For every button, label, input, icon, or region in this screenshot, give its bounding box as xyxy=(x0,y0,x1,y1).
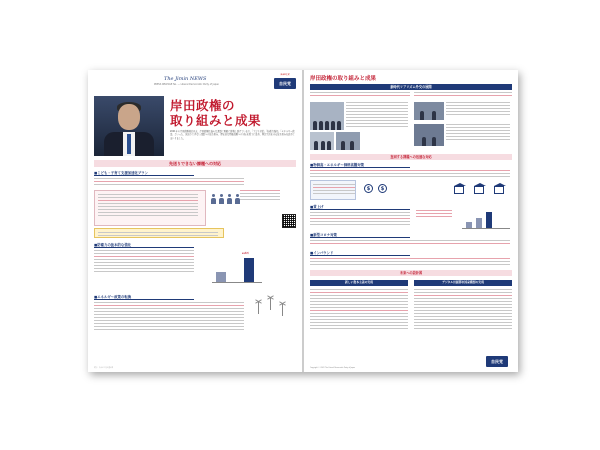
future-band: 未来への設計図 xyxy=(310,270,512,276)
wages-figures xyxy=(416,210,452,219)
summit-photo xyxy=(414,102,444,120)
defense-budget-chart xyxy=(212,253,262,282)
footer-left: 発行：自由民主党広報本部 xyxy=(94,368,114,369)
family-icons xyxy=(210,194,240,204)
wind-turbine-icon xyxy=(258,302,259,314)
future-right-heading: デジタル田園都市国家構想の実現 xyxy=(414,280,512,286)
urgent-band: 直面する課題への迅速な対応 xyxy=(310,154,512,160)
korea-summit-photo xyxy=(414,124,444,146)
leaders-photo xyxy=(310,132,334,150)
intro-text: 2021年の岸田政権発足以来、岸田政権は様々な課題に果敢に挑戦し続けています。「子ども対策」「防衛力強化」「エネルギー政策」といった、先送りできない課題への取り組み、歴史的な物価高騰への対応を着実に進め、国民生活を守る取り組みを進めてまいりました。 xyxy=(170,130,295,140)
right-page xyxy=(304,70,518,372)
summit-caption xyxy=(446,102,510,117)
section-heading-covid: ■新型コロナ対策 xyxy=(310,232,410,238)
childcare-box xyxy=(94,190,206,226)
childcare-budget-list xyxy=(240,190,280,202)
leaders-photo xyxy=(336,132,360,150)
future-left-heading: 新しい資本主義の実現 xyxy=(310,280,408,286)
defense-text xyxy=(94,250,194,274)
childcare-note xyxy=(94,228,224,238)
energy-text xyxy=(94,302,244,332)
party-logo-bottom xyxy=(486,356,508,367)
house-icon xyxy=(474,186,484,194)
coin-icon: $ xyxy=(364,184,373,193)
g7-caption xyxy=(346,102,408,129)
left-page xyxy=(88,70,302,372)
party-logo-text: 自民党 xyxy=(279,81,291,86)
defense-bar-after xyxy=(244,258,254,282)
section-heading-prices: ■物価高・エネルギー価格高騰対策 xyxy=(310,162,410,168)
wages-growth-chart xyxy=(462,208,510,228)
wages-text xyxy=(310,212,410,227)
section-heading-inbound: ■インバウンド xyxy=(310,250,410,256)
newsletter-brand: The Jimin NEWS xyxy=(164,76,207,82)
title-line-2: 取り組みと成果 xyxy=(170,113,262,128)
wind-turbine-icon xyxy=(270,298,271,310)
korea-caption xyxy=(446,124,510,142)
prices-text xyxy=(310,170,510,179)
party-logo-bottom-text: 自民党 xyxy=(491,359,503,364)
covid-text xyxy=(310,240,510,246)
prime-minister-photo xyxy=(94,96,164,156)
newsletter-subtitle: PRESS RELEASE No. — Liberal Democratic Party of Japan xyxy=(154,83,220,86)
section-heading-defense: ■防衛力の抜本的な強化 xyxy=(94,242,194,248)
party-logo xyxy=(274,74,296,89)
future-left-text xyxy=(310,289,408,331)
diplomacy-band: 新時代リアリズム外交の展開 xyxy=(310,84,512,90)
right-page-title: 岸田政権の取り組みと成果 xyxy=(310,76,377,82)
house-icon xyxy=(454,186,464,194)
section-band: 先送りできない課題への対応 xyxy=(94,160,296,167)
inbound-text xyxy=(310,258,510,267)
newspaper-spread xyxy=(88,70,518,372)
wind-turbine-icon xyxy=(282,304,283,316)
qr-code xyxy=(282,214,296,228)
childcare-text xyxy=(94,178,244,187)
defense-chart-label: 43兆円 xyxy=(242,253,249,255)
house-icon xyxy=(494,186,504,194)
diplomacy-text xyxy=(310,92,410,98)
party-logo-caption: 自由民主党 xyxy=(280,74,290,76)
g7-summit-photo xyxy=(310,102,344,130)
footer-right: Copyright © 2023 The Liberal Democratic Party of Japan xyxy=(310,368,356,369)
defense-bar-before xyxy=(216,272,226,282)
coin-icon: $ xyxy=(378,184,387,193)
future-right-text xyxy=(414,289,512,331)
prices-box xyxy=(310,180,356,200)
page-title xyxy=(170,98,261,128)
section-heading-wages: ■賃上げ xyxy=(310,204,410,210)
section-heading-childcare: ■こども・子育て支援加速化プラン xyxy=(94,170,194,176)
diplomacy-text-right xyxy=(414,92,512,98)
section-heading-energy: ■エネルギー政策の転換 xyxy=(94,294,194,300)
title-line-1: 岸田政権の xyxy=(170,98,236,113)
